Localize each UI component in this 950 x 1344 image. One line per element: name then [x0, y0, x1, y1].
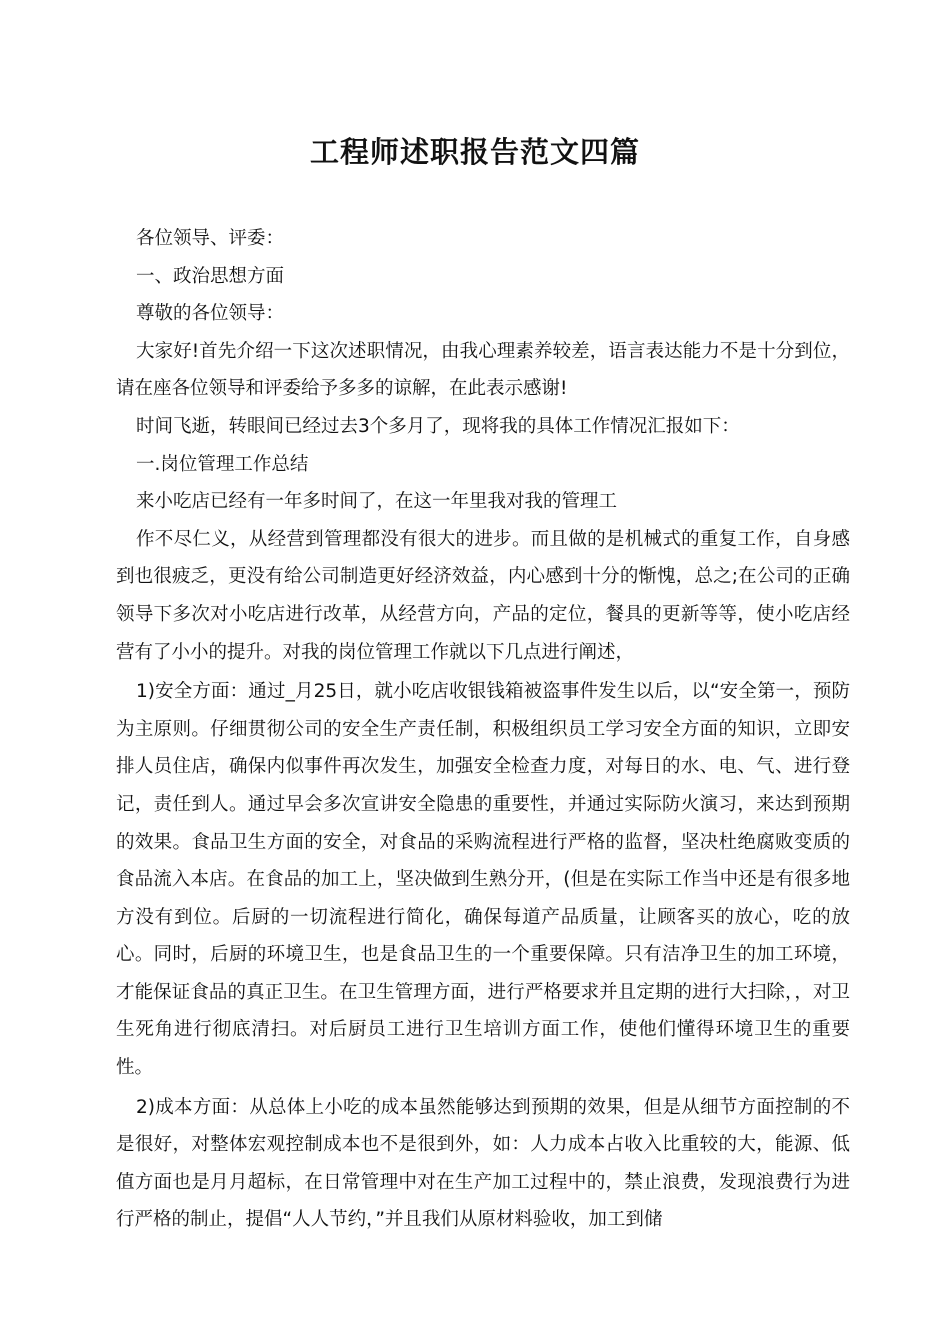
paragraph-management-review: 作不尽仁义，从经营到管理都没有很大的进步。而且做的是机械式的重复工作，自身感到也很疲乏，更没有给公司制造更好经济效益，内心感到十分的惭愧，总之;在公司的正确领导下多次对小吃店进行改革，从经营方向，产品的定位，餐具的更新等等，使小吃店经营有了小小的提升。对我的岗位管理工作就以下几点进行阐述， [116, 528, 850, 663]
document-title: 工程师述职报告范文四篇 [309, 135, 640, 169]
paragraph-snack-shop: 来小吃店已经有一年多时间了，在这一年里我对我的管理工 [136, 491, 618, 513]
paragraph-greeting: 尊敬的各位领导： [136, 303, 285, 325]
paragraph-time-summary: 时间飞逝，转眼间已经过去3个多月了，现将我的具体工作情况汇报如下： [136, 415, 740, 437]
paragraph-section-heading: 一、政治思想方面 [136, 265, 285, 287]
paragraph-salutation: 各位领导、评委： [136, 228, 285, 249]
paragraph-management-heading: 一.岗位管理工作总结 [136, 453, 309, 475]
paragraph-safety: 1)安全方面：通过_月25日，就小吃店收银钱箱被盗事件发生以后，以“安全第一，预防为主原则。仔细贯彻公司的安全生产责任制，积极组织员工学习安全方面的知识，立即安排人员住店，确保内似事件再次发生，加强安全检查力度，对每日的水、电、气、进行登记，责任到人。通过早会多次宣讲安全隐患的重要性，并通过实际防火演习，来达到预期的效果。食品卫生方面的安全，对食品的采购流程进行严格的监督，坚决杜绝腐败变质的食品流入本店。在食品的加工上，坚决做到生熟分开，(但是在实际工作当中还是有很多地方没有到位。后厨的一切流程进行简化，确保每道产品质量，让顾客买的放心，吃的放心。同时，后厨的环境卫生，也是食品卫生的一个重要保障。只有洁净卫生的加工环境，才能保证食品的真正卫生。在卫生管理方面，进行严格要求并且定期的进行大扫除，，对卫生死角进行彻底清扫。对后厨员工进行卫生培训方面工作，使他们懂得环境卫生的重要性。 [116, 681, 850, 1079]
document-body [116, 220, 850, 1239]
paragraph-introduction: 大家好!首先介绍一下这次述职情况，由我心理素养较差，语言表达能力不是十分到位，请在座各位领导和评委给予多多的谅解，在此表示感谢! [116, 340, 850, 400]
paragraph-cost: 2)成本方面：从总体上小吃的成本虽然能够达到预期的效果，但是从细节方面控制的不是很好，对整体宏观控制成本也不是很到外，如：人力成本占收入比重较的大，能源、低值方面也是月月超标，在日常管理中对在生产加工过程中的，禁止浪费，发现浪费行为进行严格的制止，提倡“人人节约，”并且我们从原材料验收，加工到储 [116, 1096, 850, 1231]
